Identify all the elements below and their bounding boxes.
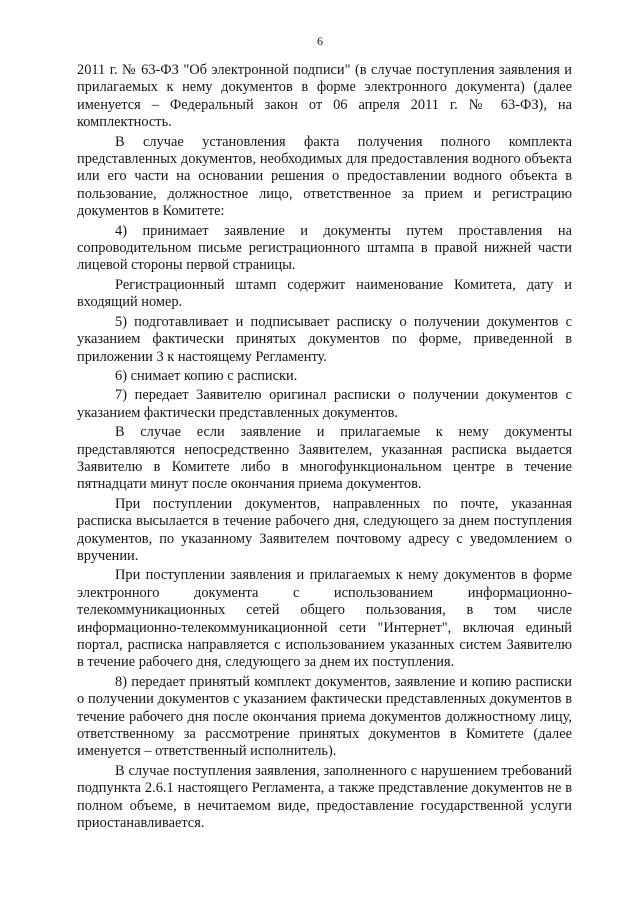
paragraph: В случае если заявление и прилагаемые к нему документы представляются непосредственно Заявителем, указанная расписка выдается Заявителю в Комитете либо в многофункциональном центре в течение пятнадцати минут после окончания приема документов.	[77, 424, 572, 493]
paragraph-item-6: 6) снимает копию с расписки.	[115, 367, 298, 384]
paragraph-item-8: 8) передает принятый комплект документов, заявление и копию расписки о получении документов с указанием фактически представленных документов в течение рабочего дня после окончания приема документов должностному лицу, ответственному за рассмотрение принятых документов в Комитете (далее именуется – ответственный исполнитель).	[77, 673, 572, 760]
paragraph: При поступлении заявления и прилагаемых к нему документов в форме электронного документа с использованием информационно-телекоммуникационных сетей общего пользования, в том числе информационно-телекоммуникационной сети "Интернет", включая единый портал, расписка направляется с использованием указанных систем Заявителю в течение рабочего дня, следующего за днем их поступления.	[77, 567, 572, 671]
document-body	[77, 62, 572, 832]
paragraph-item-4: 4) принимает заявление и документы путем проставления на сопроводительном письме регистрационного штампа в правой нижней части лицевой стороны первой страницы.	[77, 222, 572, 274]
paragraph: В случае поступления заявления, заполненного с нарушением требований подпункта 2.6.1 настоящего Регламента, а также представление документов не в полном объеме, в нечитаемом виде, предоставление государственной услуги приостанавливается.	[77, 762, 572, 832]
paragraph-item-7: 7) передает Заявителю оригинал расписки о получении документов с указанием фактически представленных документов.	[77, 387, 572, 421]
paragraph: При поступлении документов, направленных по почте, указанная расписка высылается в течение рабочего дня, следующего за днем поступления документов, по указанному Заявителем почтовому адресу с уведомлением о вручении.	[77, 495, 572, 564]
paragraph: Регистрационный штамп содержит наименование Комитета, дату и входящий номер.	[77, 276, 572, 311]
paragraph: В случае установления факта получения полного комплекта представленных документов, необходимых для предоставления водного объекта или его части на основании решения о предоставлении водного объекта в пользование, должностное лицо, ответственное за прием и регистрацию документов в Комитете:	[77, 133, 572, 220]
page-number: 6	[317, 34, 323, 48]
paragraph-item-5: 5) подготавливает и подписывает расписку о получении документов с указанием фактически принятых документов по форме, приведенной в приложении 3 к настоящему Регламенту.	[77, 313, 572, 365]
paragraph-continuation: 2011 г. № 63-ФЗ "Об электронной подписи" (в случае поступления заявления и прилагаемых к нему документов в форме электронного документа) (далее именуется – Федеральный закон от 06 апреля 2011 г. № 63-ФЗ), на комплектность.	[77, 62, 572, 131]
